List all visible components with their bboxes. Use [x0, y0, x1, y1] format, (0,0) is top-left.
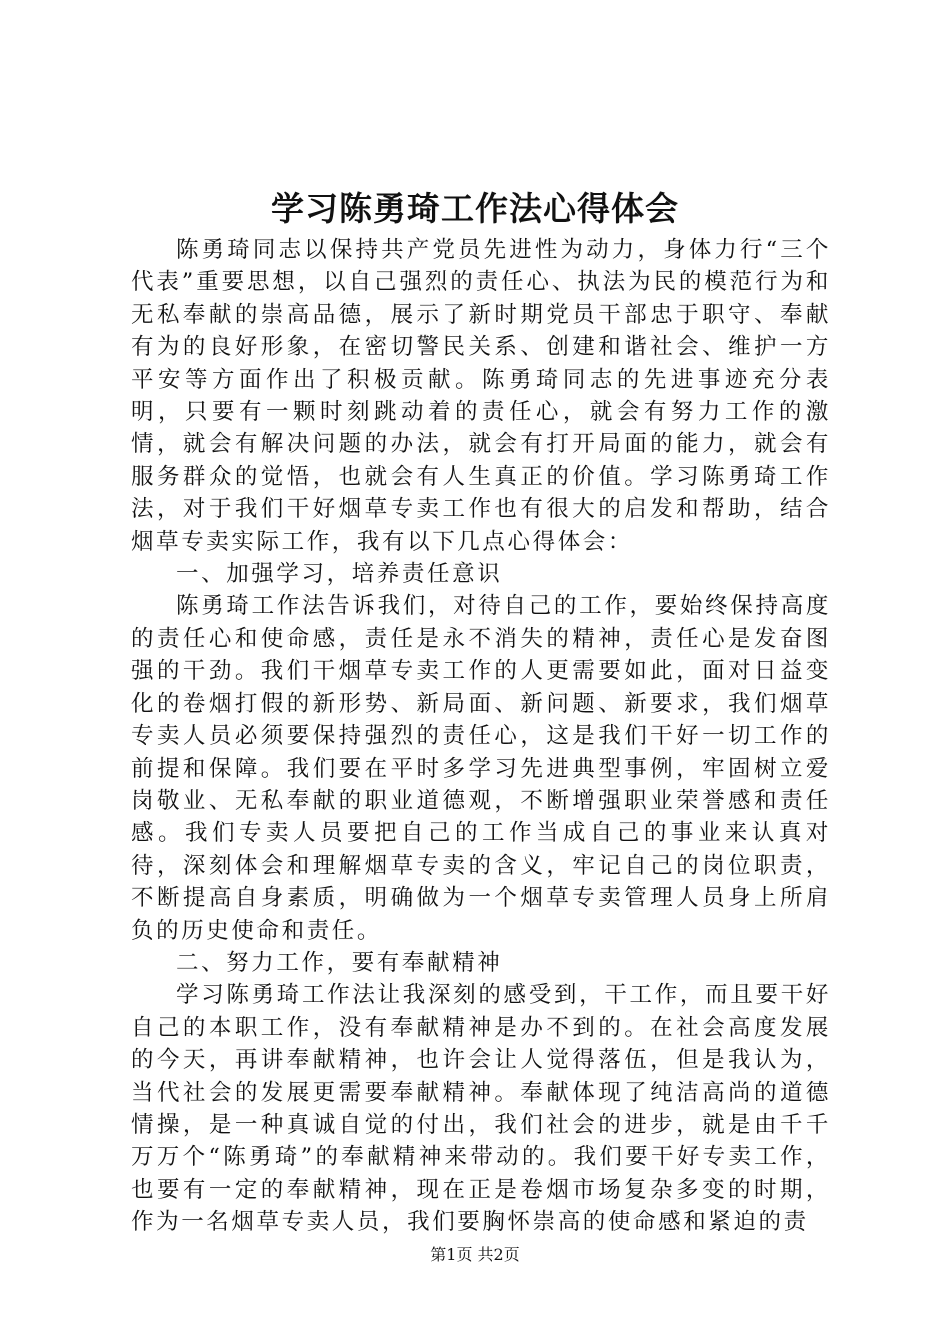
- document-body: [131, 234, 831, 1239]
- paragraph-section-2: 学习陈勇琦工作法让我深刻的感受到，干工作，而且要干好自己的本职工作，没有奉献精神是办不到的。在社会高度发展的今天，再讲奉献精神，也许会让人觉得落伍，但是我认为，当代社会的发展更需要奉献精神。奉献体现了纯洁高尚的道德情操，是一种真诚自觉的付出，我们社会的进步，就是由千千万万个“陈勇琦”的奉献精神来带动的。我们要干好专卖工作，也要有一定的奉献精神，现在正是卷烟市场复杂多变的时期，作为一名烟草专卖人员，我们要胸怀崇高的使命感和紧迫的责: [131, 982, 831, 1236]
- paragraph-intro: 陈勇琦同志以保持共产党员先进性为动力，身体力行“三个代表”重要思想，以自己强烈的责任心、执法为民的模范行为和无私奉献的崇高品德，展示了新时期党员干部忠于职守、奉献有为的良好形象，在密切警民关系、创建和谐社会、维护一方平安等方面作出了积极贡献。陈勇琦同志的先进事迹充分表明，只要有一颗时刻跳动着的责任心，就会有努力工作的激情，就会有解决问题的办法，就会有打开局面的能力，就会有服务群众的觉悟，也就会有人生真正的价值。学习陈勇琦工作法，对于我们干好烟草专卖工作也有很大的启发和帮助，结合烟草专卖实际工作，我有以下几点心得体会：: [131, 237, 831, 555]
- page-footer: 第1页 共2页: [430, 1245, 520, 1264]
- section-heading-1: 一、加强学习，培养责任意识: [176, 561, 503, 588]
- section-heading-2: 二、努力工作，要有奉献精神: [176, 949, 503, 976]
- paragraph-section-1: 陈勇琦工作法告诉我们，对待自己的工作，要始终保持高度的责任心和使命感，责任是永不消失的精神，责任心是发奋图强的干劲。我们干烟草专卖工作的人更需要如此，面对日益变化的卷烟打假的新形势、新局面、新问题、新要求，我们烟草专卖人员必须要保持强烈的责任心，这是我们干好一切工作的前提和保障。我们要在平时多学习先进典型事例，牢固树立爱岗敬业、无私奉献的职业道德观，不断增强职业荣誉感和责任感。我们专卖人员要把自己的工作当成自己的事业来认真对待，深刻体会和理解烟草专卖的含义，牢记自己的岗位职责，不断提高自身素质，明确做为一个烟草专卖管理人员身上所肩负的历史使命和责任。: [131, 593, 831, 944]
- document-title: 学习陈勇琦工作法心得体会: [271, 189, 679, 228]
